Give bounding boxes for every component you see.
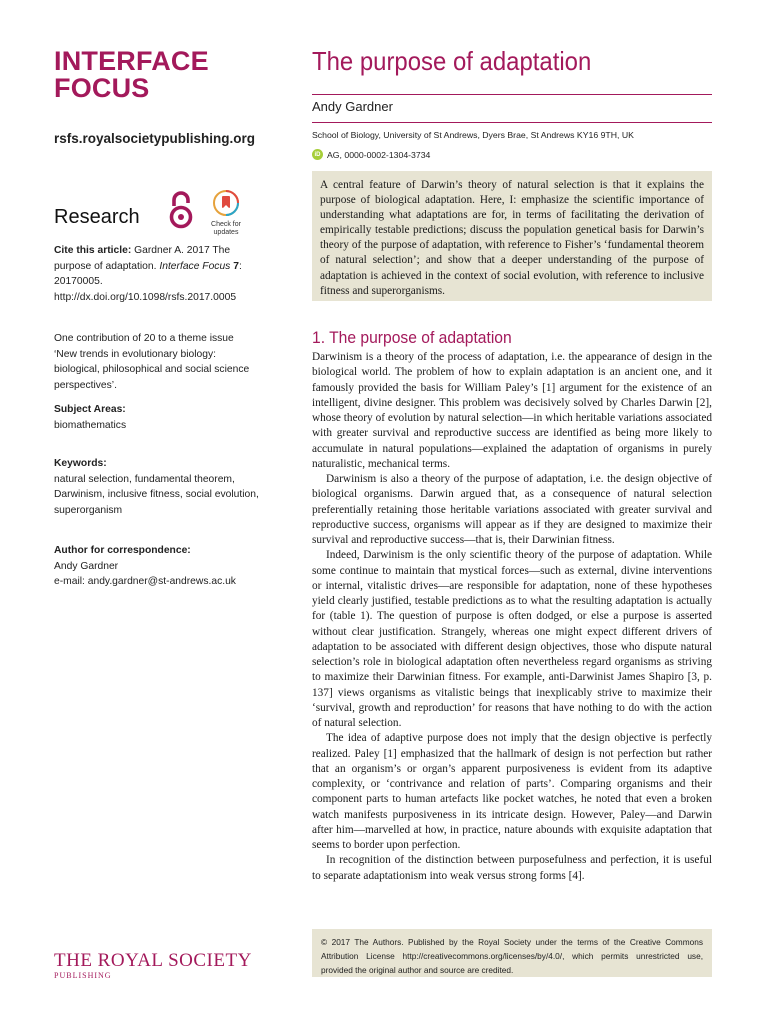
author-correspondence: [54, 543, 259, 590]
cite-doi[interactable]: http://dx.doi.org/10.1098/rsfs.2017.0005: [54, 291, 237, 303]
cite-block: [54, 243, 259, 305]
journal-logo: [54, 48, 209, 102]
article-title: The purpose of adaptation: [312, 46, 592, 76]
license-notice: © 2017 The Authors. Published by the Royal Society under the terms of the Creative Commons Attribution License http://creativecommons.org/licenses/by/4.0/, which permits unrestricted use, provided the original author and source are credited.: [312, 929, 712, 977]
cite-volume: 7: [233, 260, 239, 272]
cite-text-1: Gardner A. 2017 The purpose of adaptation.: [54, 245, 231, 272]
correspondence-name: Andy Gardner: [54, 560, 119, 572]
theme-issue-note: One contribution of 20 to a theme issue ‘New trends in evolutionary biology: biological, philosophical and social science perspectives’.: [54, 333, 250, 391]
correspondence-email[interactable]: e-mail: andy.gardner@st-andrews.ac.uk: [54, 576, 236, 587]
cite-label: Cite this article:: [54, 245, 132, 256]
check-updates-badge[interactable]: [204, 190, 248, 237]
body-paragraph: In recognition of the distinction between purposefulness and perfection, it is useful to separate adaptationism into weak versus strong forms [4].: [312, 854, 712, 882]
subject-areas-head: Subject Areas:: [54, 404, 126, 415]
body-text: [312, 350, 712, 884]
orcid-id: AG, 0000-0002-1304-3734: [327, 149, 431, 160]
affiliation: School of Biology, University of St Andrews, Dyers Brae, St Andrews KY16 9TH, UK: [312, 130, 634, 140]
journal-logo-line1: INTERFACE: [54, 46, 209, 76]
publisher-name: THE ROYAL SOCIETY: [54, 950, 252, 971]
correspondence-head: Author for correspondence:: [54, 545, 191, 556]
author-name: Andy Gardner: [312, 99, 393, 114]
orcid-line: [312, 149, 430, 160]
cite-journal: Interface Focus: [159, 260, 231, 272]
check-updates-line1: Check for: [211, 221, 241, 228]
body-paragraph: The idea of adaptive purpose does not imply that the design objective is perfectly realized. Paley [1] emphasized that the hallmark of design is not perfection but rather that an organism’s or organ’s apparent purposiveness is evident from its adaptive complexity, or ‘contrivance and relation of parts’. Comparing organisms and their component parts to human artefacts like pocket watches, he noted that even a broken watch manifests purposiveness in its intricate design. However, Paley—and Darwin after him—marvelled at how, in practice, nature abounds with exquisite adaptation that seems to border upon perfection.: [312, 732, 712, 851]
section-heading: 1. The purpose of adaptation: [312, 328, 512, 347]
title-rule: [312, 94, 712, 95]
body-paragraph: Indeed, Darwinism is the only scientific theory of the purpose of adaptation. While some continue to maintain that mystical forces—such as external, divine interventions or internal, vitalistic drives—are responsible for adaptation, none of these hypotheses yield clearly justified, testable predictions as to what the resulting adaptation is actually for (table 1). The question of purpose is often dodged, or else a purpose is asserted without clear justification. Strangely, whereas one might expect different drivers of adaptation to be associated with different design objectives, those who dispute natural selection’s role in biological adaptation often nevertheless regard organisms as striving to maximize their Darwinian fitness. For example, anti-Darwinist James Shapiro [3, p. 137] views organisms as vitalistic beings that inexplicably strive to maximize their ‘survival, growth and reproduction’ for reasons that have nothing to do with the action of natural selection.: [312, 549, 712, 729]
body-paragraph: Darwinism is a theory of the process of adaptation, i.e. the appearance of design in the biological world. The problem of how to explain adaptation is an ancient one, and it famously provided the basis for William Paley’s [1] argument for the existence of an intelligent, divine designer. This problem was decisively solved by Charles Darwin [2], whose theory of evolution by natural selection—in which heritable variations associated with greater survival and reproductive success are identified as being more likely to accumulate in natural populations—explained the adaptation of organisms in purely naturalistic, mechanical terms.: [312, 351, 712, 470]
article-type: Research: [54, 206, 140, 228]
journal-url[interactable]: rsfs.royalsocietypublishing.org: [54, 131, 256, 146]
check-updates-line2: updates: [213, 229, 239, 236]
open-access-icon: [168, 190, 194, 230]
keywords-text: natural selection, fundamental theorem, Darwinism, inclusive fitness, social evolution, superorganism: [54, 473, 259, 516]
subject-areas: [54, 402, 259, 433]
keywords-head: Keywords:: [54, 458, 107, 469]
subject-areas-text: biomathematics: [54, 419, 127, 431]
body-paragraph: Darwinism is also a theory of the purpose of adaptation, i.e. the design objective of biological organisms. Darwin argued that, as a consequence of natural selection preferentially retaining those heritable variations associated with greater survival and reproductive success, organisms will appear as if they are designed to maximize their survival and reproductive success—that is, their Darwinian fitness.: [312, 473, 712, 546]
journal-logo-line2: FOCUS: [54, 73, 150, 103]
publisher-logo: [54, 951, 252, 980]
abstract: A central feature of Darwin’s theory of natural selection is that it explains the purpose of biological adaptation. Here, I: emphasize the scientific importance of understanding what adaptations are for, in terms of facilitating the derivation of empirically testable predictions; discuss the population genetical basis for Darwin’s theory of the purpose of adaptation, with reference to Fisher’s ‘fundamental theorem of natural selection’; and show that a deeper understanding of the purpose of adaptation is achieved in the context of social evolution, with reference to inclusive fitness and superorganisms.: [312, 171, 712, 301]
check-updates-icon: [213, 190, 239, 216]
publisher-sub: PUBLISHING: [54, 971, 112, 980]
author-rule: [312, 122, 712, 123]
keywords: [54, 456, 259, 518]
orcid-icon[interactable]: iD: [312, 149, 323, 160]
cite-text-2: : 20170005.: [54, 260, 242, 287]
